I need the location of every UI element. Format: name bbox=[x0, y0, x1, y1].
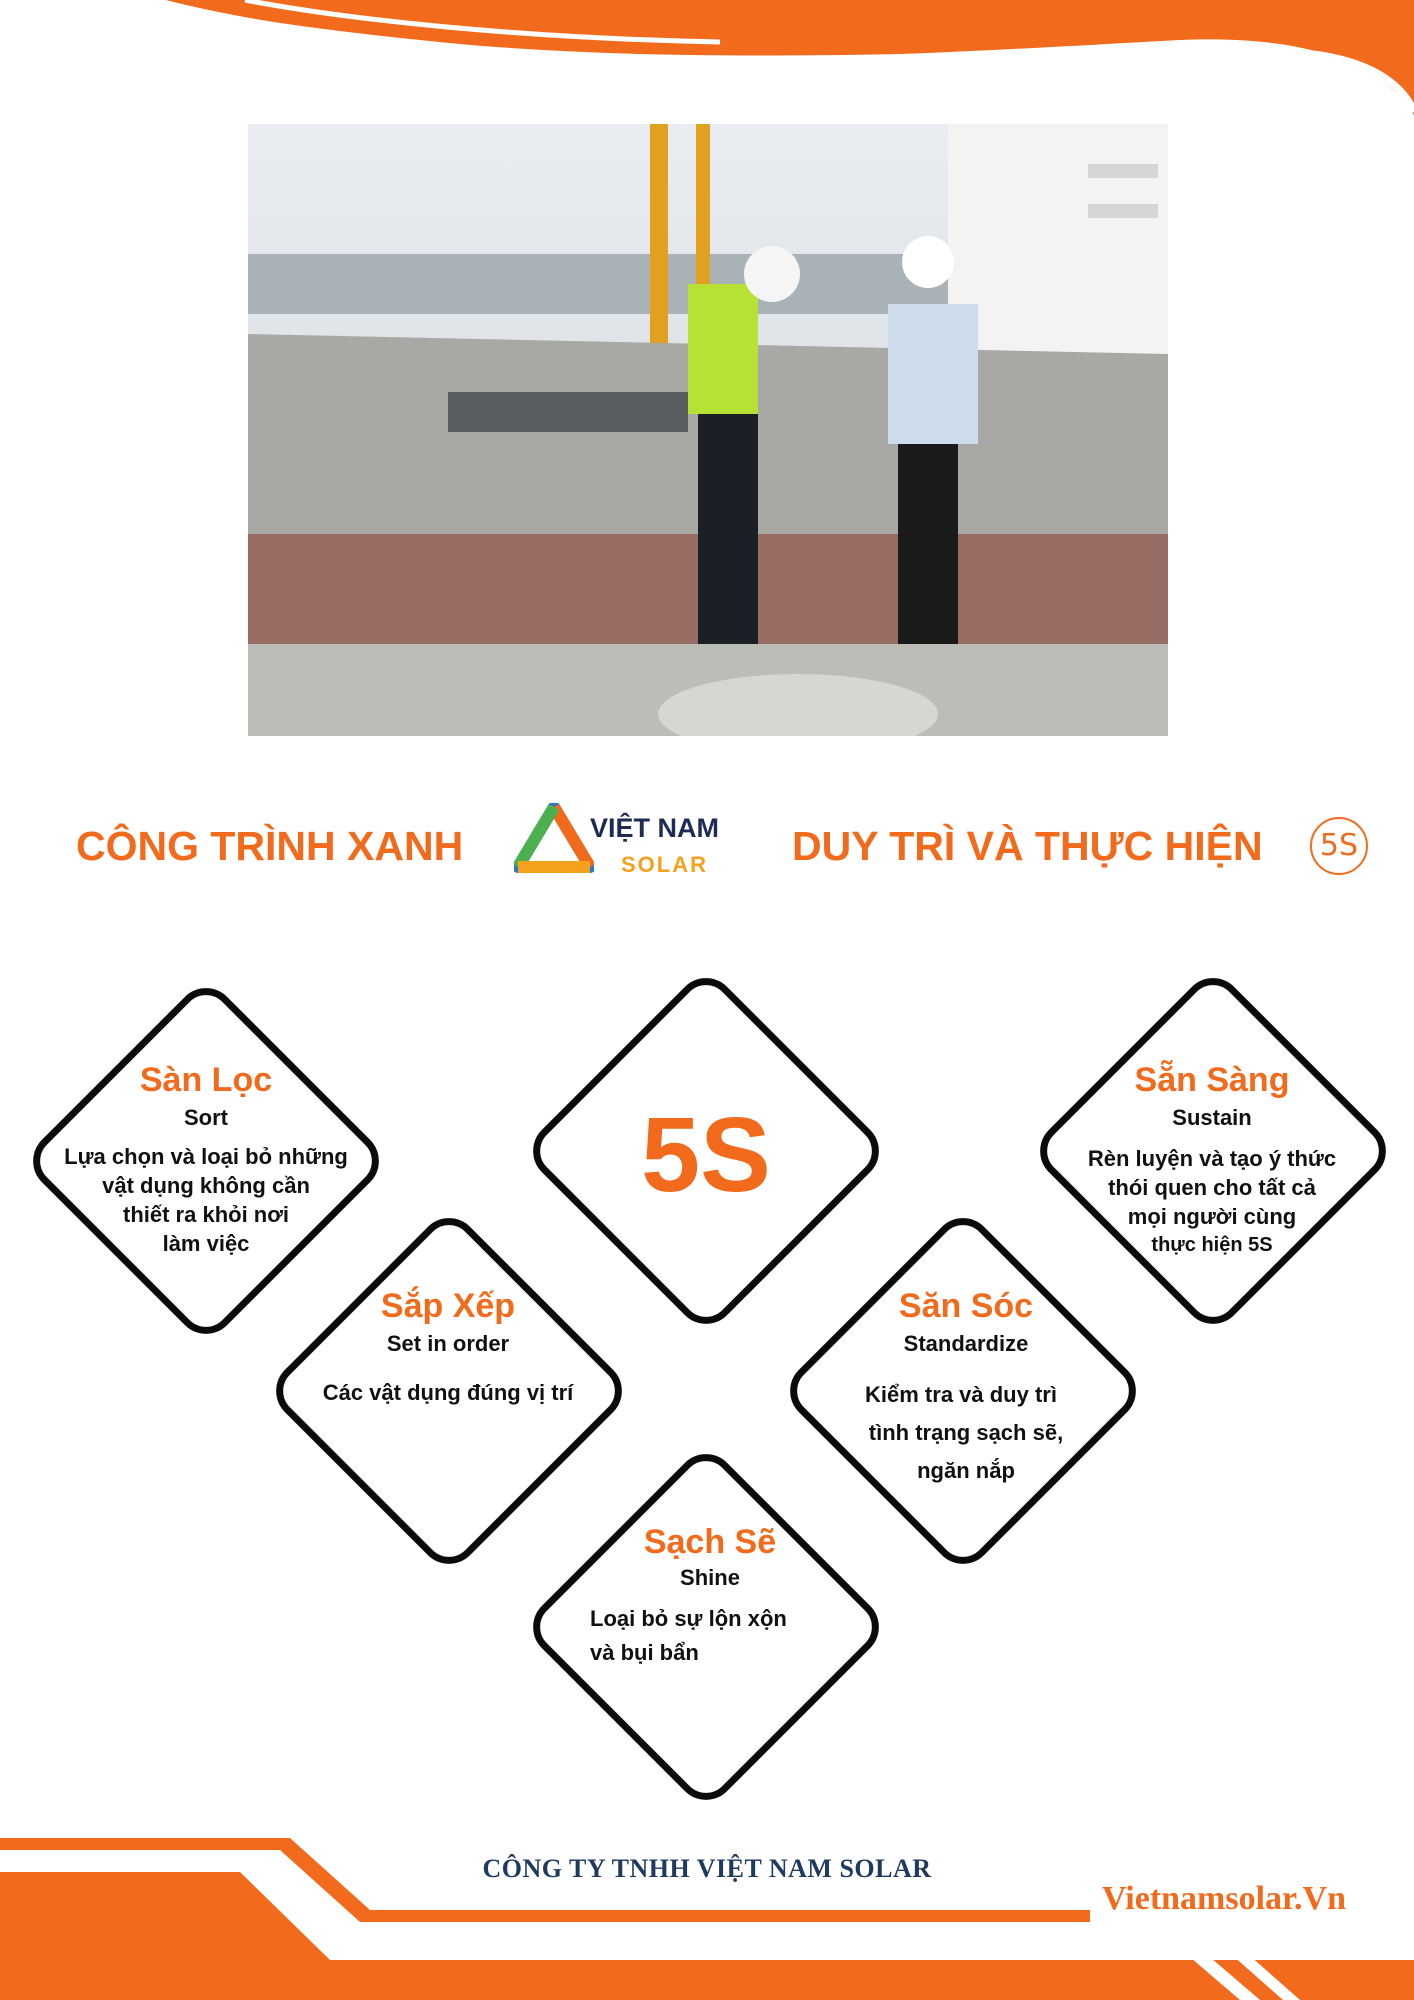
set-in-order-subtitle: Set in order bbox=[386, 1331, 510, 1356]
sustain-card bbox=[1042, 1060, 1382, 1260]
sustain-desc-line: mọi người cùng bbox=[1127, 1204, 1297, 1229]
sort-desc-line: vật dụng không cần bbox=[102, 1173, 310, 1198]
sort-desc-line: Lựa chọn và loại bỏ những bbox=[64, 1144, 348, 1169]
shine-card bbox=[540, 1522, 880, 1670]
sort-desc-line: làm việc bbox=[162, 1231, 250, 1256]
sort-card bbox=[36, 1060, 376, 1258]
shine-title: Sạch Sẽ bbox=[643, 1523, 777, 1561]
sustain-subtitle: Sustain bbox=[1172, 1105, 1252, 1130]
sustain-desc-line: Rèn luyện và tạo ý thức bbox=[1087, 1146, 1337, 1171]
sustain-desc-line: thói quen cho tất cả bbox=[1108, 1175, 1316, 1200]
standardize-title: Săn Sóc bbox=[898, 1287, 1034, 1325]
standardize-subtitle: Standardize bbox=[903, 1331, 1029, 1356]
headline-right: DUY TRÌ VÀ THỰC HIỆN bbox=[792, 823, 1263, 869]
shine-desc-line: Loại bỏ sự lộn xộn bbox=[590, 1606, 787, 1631]
set-in-order-desc-line: Các vật dụng đúng vị trí bbox=[322, 1380, 574, 1405]
construction-site-photo bbox=[248, 124, 1168, 736]
set-in-order-card bbox=[278, 1286, 618, 1407]
sort-title: Sàn Lọc bbox=[139, 1061, 273, 1099]
set-in-order-title: Sắp Xếp bbox=[380, 1287, 516, 1325]
shine-subtitle: Shine bbox=[680, 1565, 740, 1590]
sustain-desc-line: thực hiện 5S bbox=[1151, 1234, 1273, 1256]
standardize-desc-line: ngăn nắp bbox=[917, 1458, 1015, 1483]
center-5s-label: 5S bbox=[641, 1096, 771, 1214]
logo-text-vietnam: VIỆT NAM bbox=[590, 813, 720, 843]
sustain-title: Sẵn Sàng bbox=[1134, 1061, 1290, 1099]
website-link[interactable]: Vietnamsolar.Vn bbox=[1102, 1880, 1346, 1917]
standardize-desc-line: tình trạng sạch sẽ, bbox=[868, 1420, 1064, 1445]
top-wave-decoration bbox=[0, 0, 1414, 140]
shine-desc-line: và bụi bẩn bbox=[590, 1640, 699, 1665]
logo-text-solar: SOLAR bbox=[621, 852, 708, 877]
sort-desc-line: thiết ra khỏi nơi bbox=[123, 1202, 289, 1227]
standardize-desc-line: Kiểm tra và duy trì bbox=[865, 1382, 1057, 1407]
company-name: CÔNG TY TNHH VIỆT NAM SOLAR bbox=[482, 1854, 932, 1883]
vietnam-solar-logo-icon bbox=[514, 803, 594, 885]
5s-badge: 5S bbox=[1310, 817, 1368, 875]
sort-subtitle: Sort bbox=[184, 1105, 228, 1130]
headline-left: CÔNG TRÌNH XANH bbox=[76, 823, 464, 869]
standardize-card bbox=[796, 1286, 1136, 1490]
